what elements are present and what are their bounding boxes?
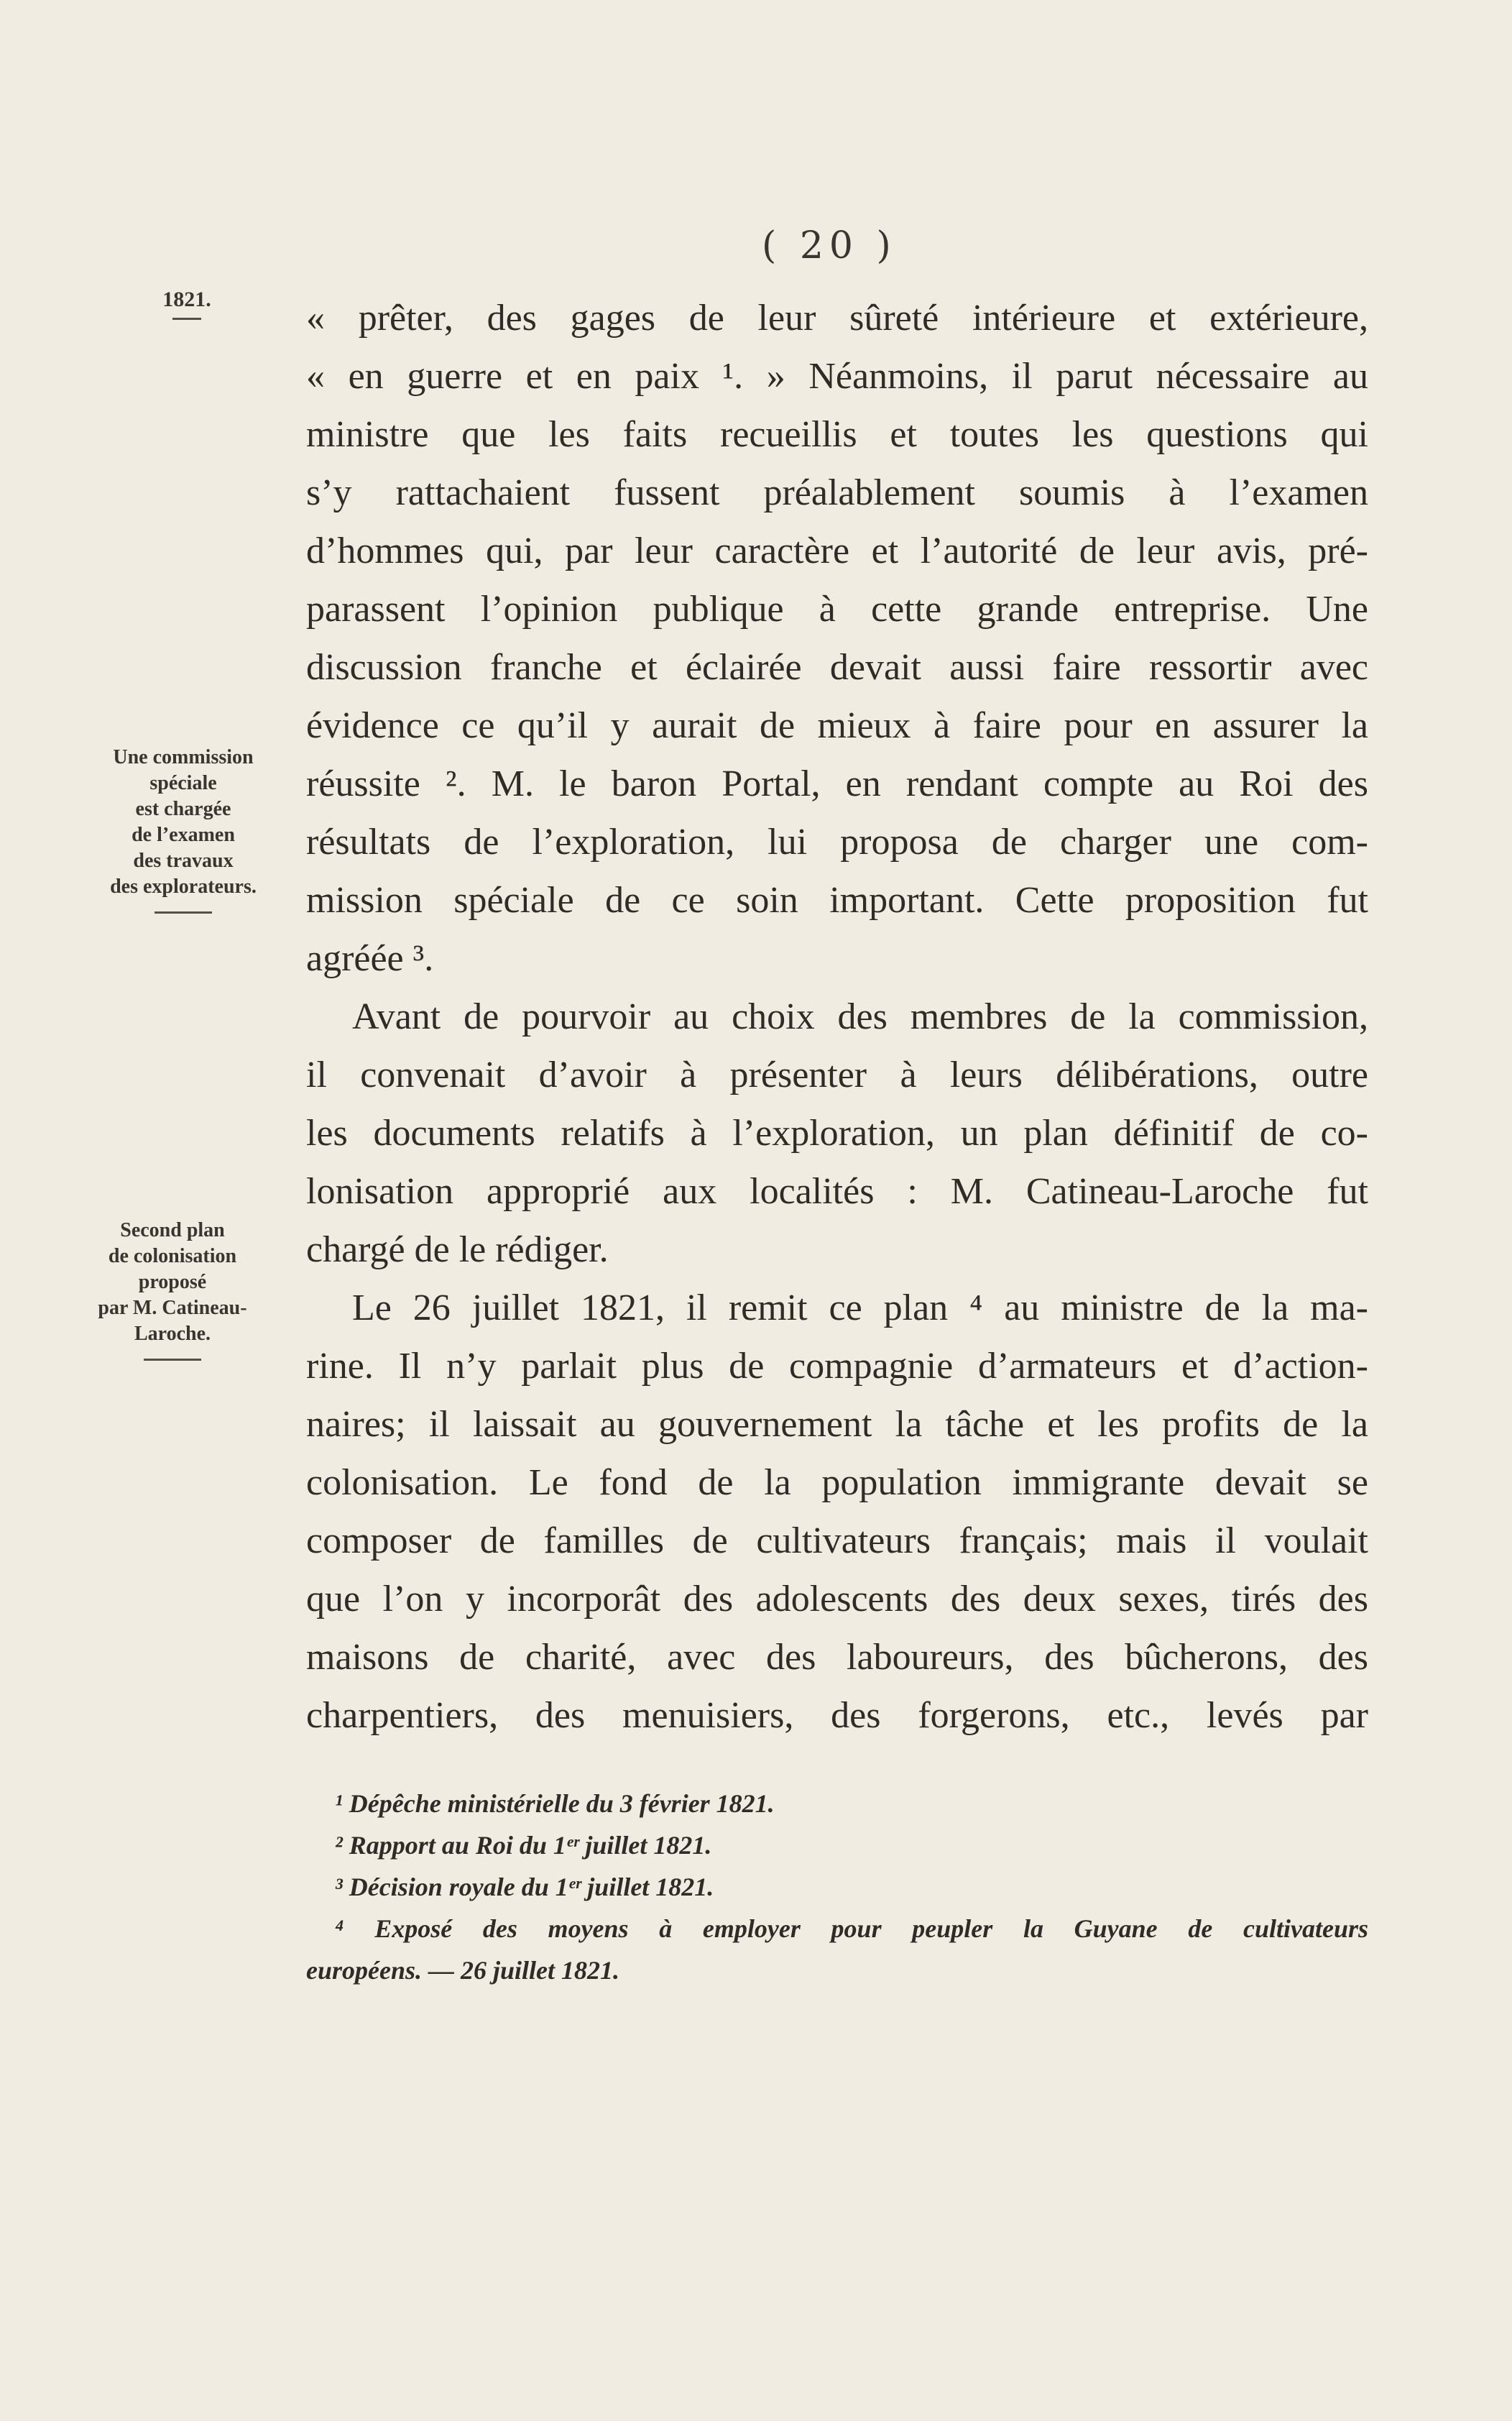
body-line: que l’on y incorporât des adolescents des deux sexes, tirés des [306, 1579, 1368, 1620]
body-line: d’hommes qui, par leur caractère et l’autorité de leur avis, pré- [306, 530, 1368, 571]
body-line: « en guerre et en paix ¹. » Néanmoins, il parut nécessaire au [306, 356, 1368, 397]
body-line: naires; il laissait au gouvernement la tâche et les profits de la [306, 1404, 1368, 1445]
body-line: discussion franche et éclairée devait aussi faire ressortir avec [306, 647, 1368, 688]
footnote: ¹ Dépêche ministérielle du 3 février 1821. [335, 1789, 775, 1818]
body-line: colonisation. Le fond de la population immigrante devait se [306, 1462, 1368, 1503]
body-line: agréée ³. [306, 938, 434, 979]
body-line: Le 26 juillet 1821, il remit ce plan ⁴ au ministre de la ma- [352, 1287, 1368, 1328]
margin-year-rule [172, 318, 201, 320]
body-line: évidence ce qu’il y aurait de mieux à faire pour en assurer la [306, 705, 1368, 746]
margin-note-line: des travaux [133, 850, 234, 872]
margin-note-line: Second plan [120, 1219, 225, 1241]
margin-note-line: spéciale [149, 772, 217, 794]
body-line: les documents relatifs à l’exploration, un plan définitif de co- [306, 1113, 1368, 1154]
margin-note-rule [155, 911, 212, 914]
margin-note-line: Laroche. [134, 1323, 211, 1345]
margin-note-rule [144, 1359, 201, 1361]
margin-note-second-plan [68, 1218, 277, 1361]
body-line: parassent l’opinion publique à cette grande entreprise. Une [306, 589, 1368, 630]
footnote: ² Rapport au Roi du 1ᵉʳ juillet 1821. [335, 1831, 712, 1860]
body-line: s’y rattachaient fussent préalablement soumis à l’examen [306, 472, 1368, 513]
margin-note-line: de colonisation [108, 1245, 237, 1267]
margin-note-line: est chargée [135, 798, 231, 820]
body-line: rine. Il n’y parlait plus de compagnie d’armateurs et d’action- [306, 1346, 1368, 1387]
body-line: il convenait d’avoir à présenter à leurs délibérations, outre [306, 1055, 1368, 1095]
page-number: ( 20 ) [762, 224, 897, 267]
body-line: composer de familles de cultivateurs français; mais il voulait [306, 1520, 1368, 1561]
margin-note-commission [79, 745, 287, 914]
footnote: ³ Décision royale du 1ᵉʳ juillet 1821. [335, 1873, 714, 1901]
footnote: ⁴ Exposé des moyens à employer pour peupler la Guyane de cultivateurs [335, 1914, 1368, 1943]
footnote: européens. — 26 juillet 1821. [306, 1956, 620, 1985]
body-line: « prêter, des gages de leur sûreté intérieure et extérieure, [306, 298, 1368, 339]
margin-note-line: de l’examen [132, 824, 235, 846]
margin-note-line: des explorateurs. [110, 876, 257, 898]
body-line: ministre que les faits recueillis et toutes les questions qui [306, 414, 1368, 455]
body-line: charpentiers, des menuisiers, des forgerons, etc., levés par [306, 1695, 1368, 1736]
margin-year-label: 1821. [162, 288, 211, 311]
body-line: lonisation approprié aux localités : M. Catineau-Laroche fut [306, 1171, 1368, 1212]
margin-note-line: Une commission [113, 746, 254, 768]
margin-note-line: par M. Catineau- [98, 1297, 247, 1319]
body-line: chargé de le rédiger. [306, 1229, 609, 1270]
body-line: maisons de charité, avec des laboureurs, des bûcherons, des [306, 1637, 1368, 1678]
body-text [306, 289, 1368, 1745]
footnotes [306, 1783, 1368, 1991]
body-line: mission spéciale de ce soin important. Cette proposition fut [306, 880, 1368, 921]
body-line: réussite ². M. le baron Portal, en rendant compte au Roi des [306, 763, 1368, 804]
margin-note-line: proposé [138, 1271, 207, 1293]
body-line: Avant de pourvoir au choix des membres de la commission, [352, 996, 1368, 1037]
margin-year [144, 288, 230, 320]
body-line: résultats de l’exploration, lui proposa de charger une com- [306, 822, 1368, 863]
